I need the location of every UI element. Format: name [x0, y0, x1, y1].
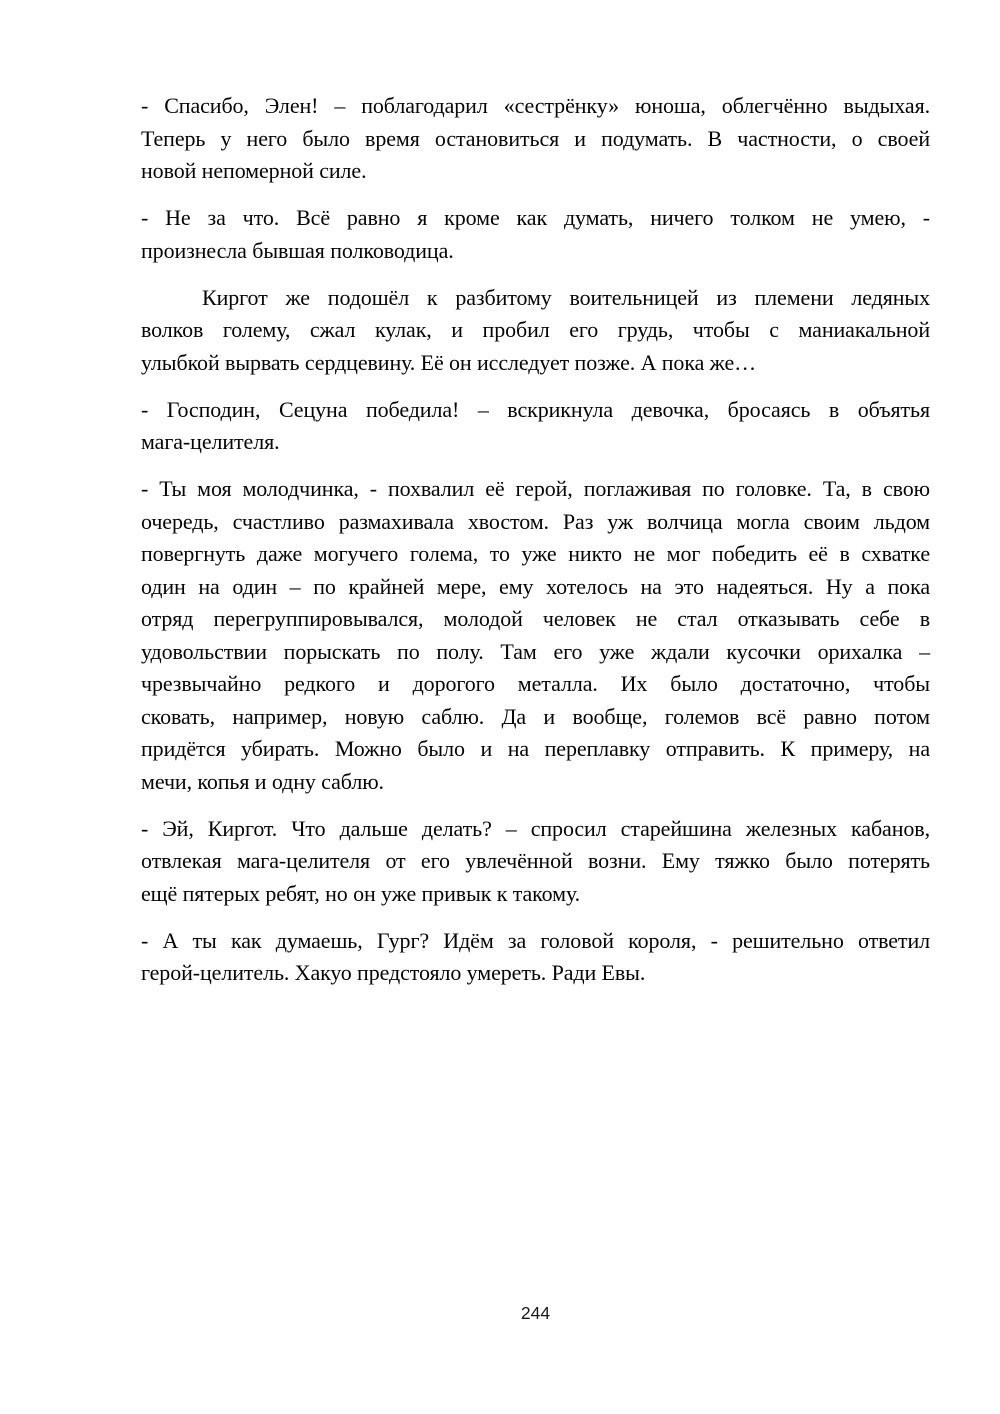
paragraph-3: [141, 282, 930, 380]
paragraph-1: [141, 90, 930, 188]
paragraph-4: [141, 394, 930, 459]
text-line: волков голему, сжал кулак, и пробил его грудь, чтобы с маниакальной: [141, 317, 930, 342]
page-footer: [141, 1302, 930, 1324]
text-line: ещё пятерых ребят, но он уже привык к такому.: [141, 880, 581, 906]
text-line: удовольствии порыскать по полу. Там его уже ждали кусочки орихалка –: [141, 638, 930, 664]
text-line: отряд перегруппировывался, молодой человек не стал отказывать себе в: [141, 606, 930, 631]
text-line: мага-целителя.: [141, 429, 280, 454]
text-line: герой-целитель. Хакуо предстояло умереть. Ради Евы.: [141, 960, 646, 985]
text-line: Киргот же подошёл к разбитому воительницей из племени ледяных: [202, 284, 930, 310]
page-number: 244: [520, 1303, 551, 1323]
page-text-block: [141, 90, 930, 990]
text-line: один на один – по крайней мере, ему хотелось на это надеяться. Ну а пока: [141, 573, 930, 599]
text-line: - Спасибо, Элен! – поблагодарил «сестрёнку» юноша, облегчённо выдыхая.: [141, 93, 930, 118]
text-line: очередь, счастливо размахивала хвостом. Раз уж волчица могла своим льдом: [141, 508, 930, 534]
text-line: - Не за что. Всё равно я кроме как думать, ничего толком не умею, -: [141, 205, 930, 230]
text-line: улыбкой вырвать сердцевину. Её он исследует позже. А пока же…: [141, 349, 757, 375]
paragraph-2: [141, 202, 930, 267]
text-line: новой непомерной силе.: [141, 158, 367, 183]
text-line: - А ты как думаешь, Гург? Идём за головой короля, - решительно ответил: [141, 927, 930, 953]
paragraph-5: [141, 473, 930, 798]
text-line: мечи, копья и одну саблю.: [141, 768, 384, 794]
text-line: сковать, например, новую саблю. Да и вообще, големов всё равно потом: [141, 703, 930, 729]
text-line: произнесла бывшая полководица.: [141, 237, 454, 263]
text-line: - Ты моя молодчинка, - похвалил её герой, поглаживая по головке. Та, в свою: [141, 476, 930, 501]
text-line: Теперь у него было время остановиться и подумать. В частности, о своей: [141, 125, 930, 151]
text-line: придётся убирать. Можно было и на переплавку отправить. К примеру, на: [141, 736, 930, 761]
text-line: повергнуть даже могучего голема, то уже никто не мог победить её в схватке: [141, 541, 930, 566]
text-line: отвлекая мага-целителя от его увлечённой возни. Ему тяжко было потерять: [141, 848, 930, 873]
text-line: - Эй, Киргот. Что дальше делать? – спросил старейшина железных кабанов,: [141, 815, 930, 841]
paragraph-6: [141, 813, 930, 911]
text-line: - Господин, Сецуна победила! – вскрикнула девочка, бросаясь в объятья: [141, 396, 930, 422]
paragraph-7: [141, 925, 930, 990]
text-line: чрезвычайно редкого и дорогого металла. Их было достаточно, чтобы: [141, 671, 930, 696]
